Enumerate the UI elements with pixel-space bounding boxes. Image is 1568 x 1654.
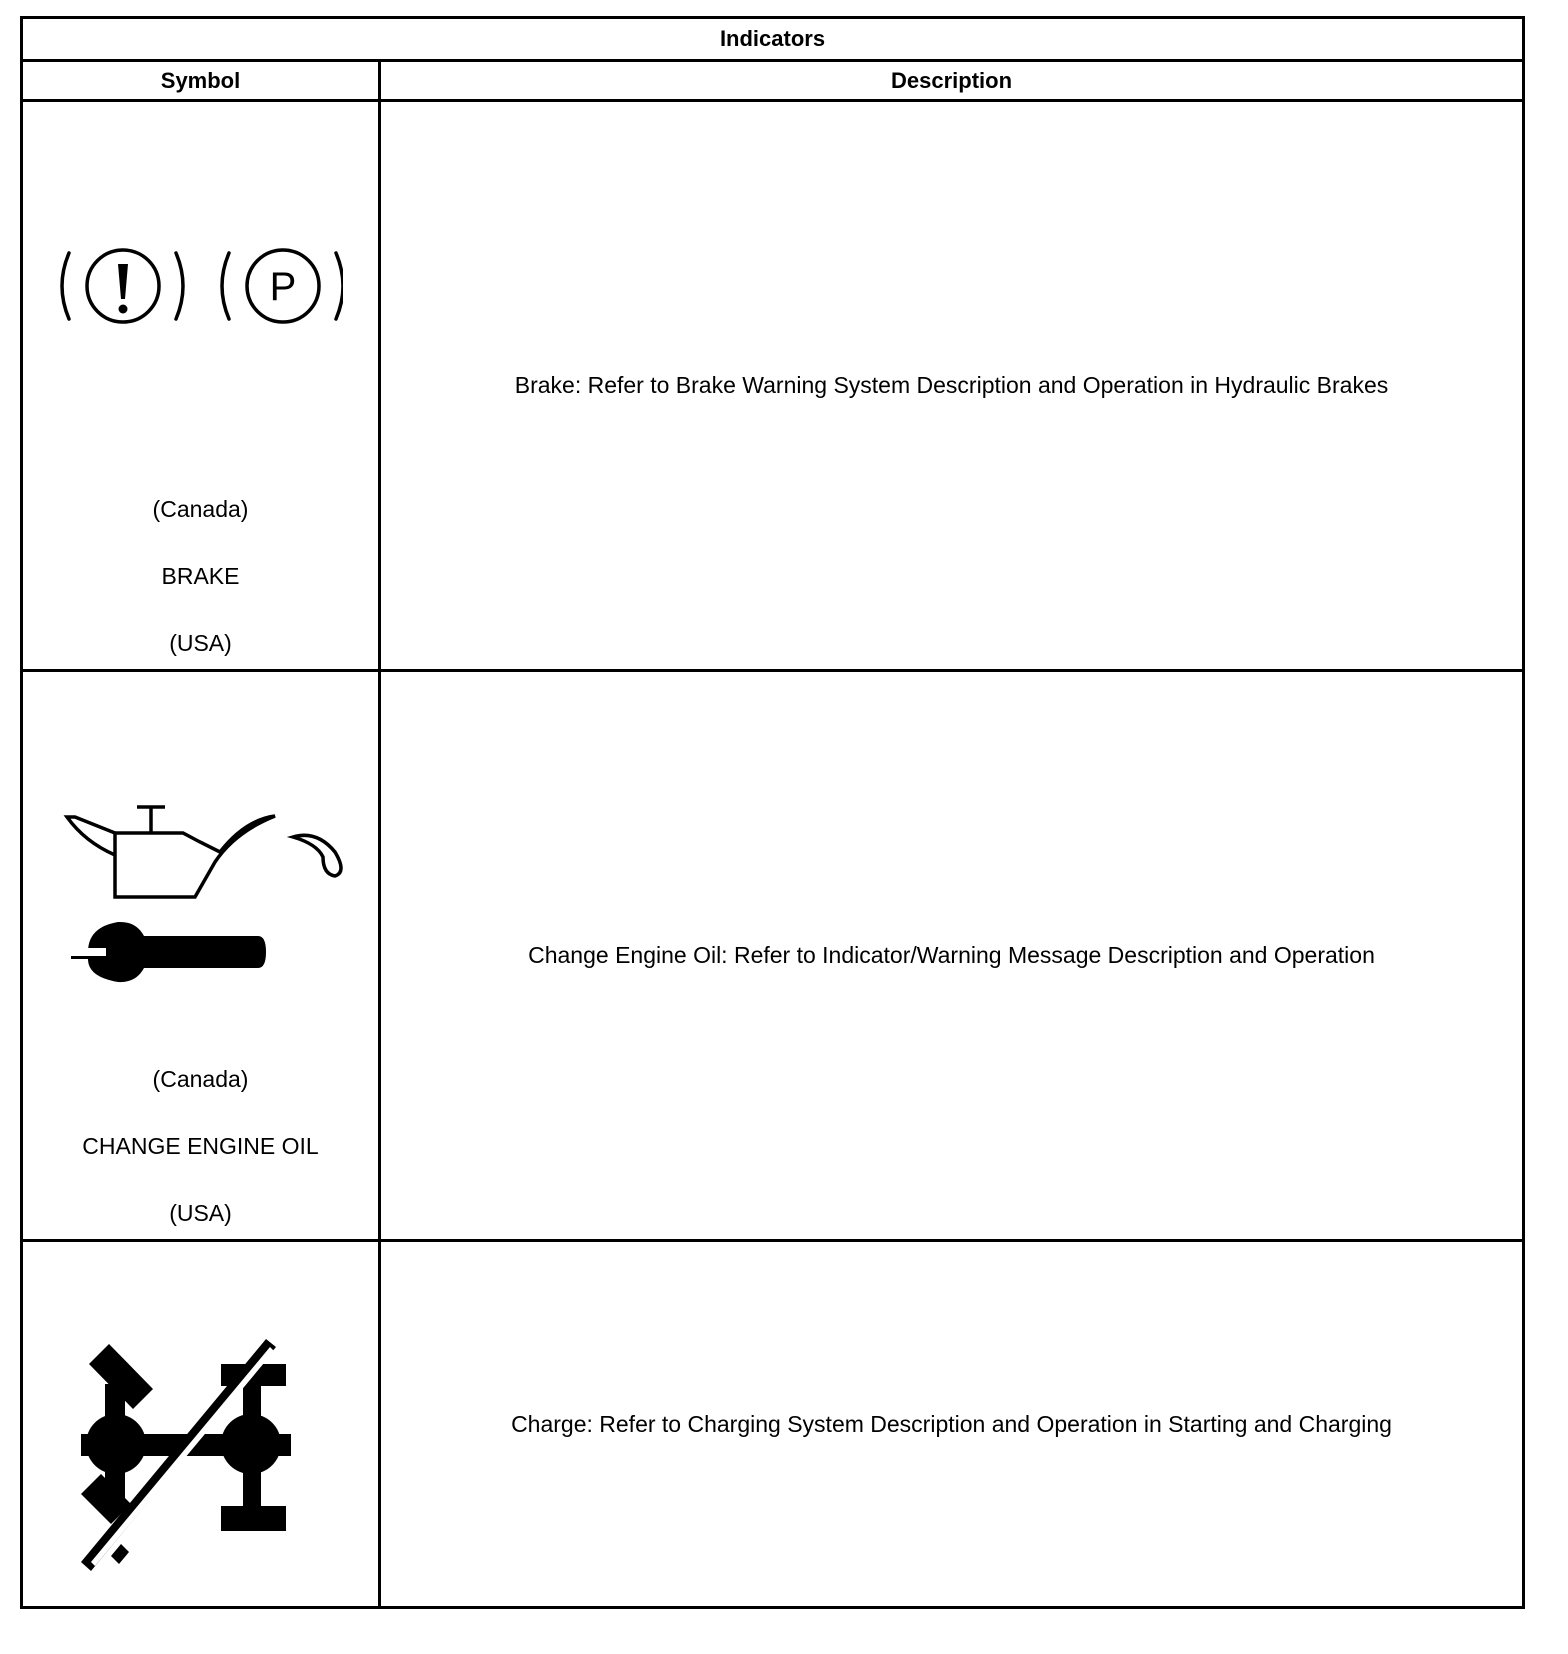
- description-cell: Change Engine Oil: Refer to Indicator/Warning Message Description and Operation: [380, 671, 1524, 1241]
- description-cell: Brake: Refer to Brake Warning System Description and Operation in Hydraulic Brakes: [380, 101, 1524, 671]
- description-column-header: Description: [380, 61, 1524, 101]
- brake-warning-icon: [53, 239, 343, 334]
- oil-can-icon: [55, 792, 355, 910]
- symbol-caption: (USA): [169, 1200, 232, 1226]
- symbol-cell: [22, 1241, 380, 1608]
- table-row: [22, 101, 1524, 671]
- symbol-caption: CHANGE ENGINE OIL: [82, 1133, 319, 1159]
- indicators-table: [20, 16, 1525, 1609]
- description-cell: Charge: Refer to Charging System Description and Operation in Starting and Charging: [380, 1241, 1524, 1608]
- symbol-column-header: Symbol: [22, 61, 380, 101]
- symbol-cell: [22, 671, 380, 1241]
- symbol-caption: (Canada): [152, 1066, 249, 1092]
- symbol-caption: (USA): [169, 630, 232, 656]
- symbol-cell: [22, 101, 380, 671]
- symbol-caption: (Canada): [152, 496, 249, 522]
- table-row: [22, 671, 1524, 1241]
- wrench-icon: [68, 919, 278, 985]
- svg-text:P: P: [269, 265, 297, 309]
- table-row: [22, 1241, 1524, 1608]
- symbol-caption: BRAKE: [161, 563, 240, 589]
- battery-charge-icon: [71, 1334, 301, 1574]
- table-title: Indicators: [22, 18, 1524, 61]
